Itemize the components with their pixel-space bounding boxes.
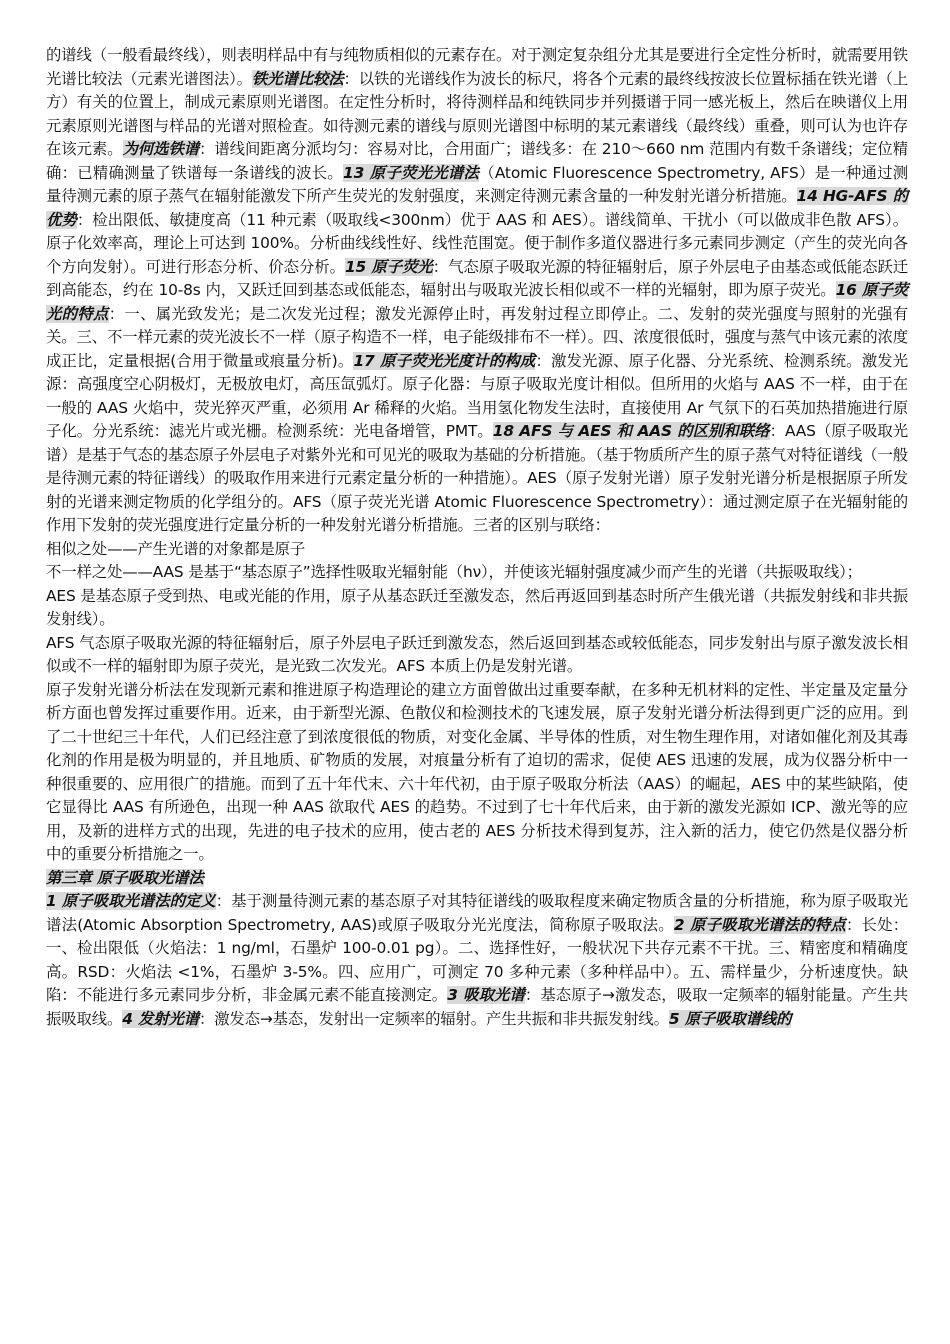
text-run: 的谱线（一般看最终线），则表明样品中有与纯物质相似的元素存在。对于测定复杂组分尤其是要进行全定性分析时，就需要用铁光谱比较法（元素光谱图法）。 [46,46,908,88]
text-run: ：基态原子→激发态，吸取一定频率的辐射能量。产生共振吸取线。 [46,986,908,1028]
text-run: 原子发射光谱分析法在发现新元素和推进原子构造理论的建立方面曾做出过重要奉献，在多种无机材料的定性、半定量及定量分析方面也曾发挥过重要作用。近来，由于新型光源、色散仪和检测技术的飞速发展，原子发射光谱分析法得到更广泛的应用。到了二十世纪三十年代，人们已经注意了到浓度很低的物质，对变化金属、半导体的性质，对生物生理作用，对诸如催化剂及其毒化剂的作用是极为明显的，并且地质、矿物质的发展，对痕量分析有了迫切的需求，促使 AES 迅速的发展，成为仪器分析中一种很重要的、应用很广的措施。而到了五十年代末、六十年代初，由于原子吸取分析法（AAS）的崛起，AES 中的某些缺陷，使它显得比 AAS 有所逊色，出现一种 AAS 欲取代 AES 的趋势。不过到了七十年代后来，由于新的激发光源如 ICP、激光等的应用，及新的进样方式的出现，先进的电子技术的应用，使古老的 AES 分析技术得到复苏，注入新的活力，使它仍然是仪器分析中的重要分析措施之一。 [46,680,908,863]
chapter-heading [46,867,908,891]
text-run: （Atomic Fluorescence Spectrometry, AFS）是一种通过测量待测元素的原子蒸气在辐射能激发下所产生荧光的发射强度，来测定待测元素含量的一种发射光谱分析措施。 [46,163,908,205]
paragraph [46,679,908,867]
paragraph [46,890,908,1031]
text-run: ：基于测量待测元素的基态原子对其特征谱线的吸取程度来确定物质含量的分析措施，称为原子吸取光谱法(Atomic Absorption Spectrometry, AAS)或原子吸取分光光度法，简称原子吸取法。 [46,892,908,934]
paragraph [46,538,908,562]
text-run: ：长处：一、检出限低（火焰法：1 ng/ml，石墨炉 100-0.01 pg）。二、选择性好，一般状况下共存元素不干扰。三、精密度和精确度高。RSD：火焰法 <1%，石墨炉 3-5%。四、应用广，可测定 70 多种元素（多种样品中）。五、需样量少，分析速度快。缺陷：不能进行多元素同步分析，非金属元素不能直接测定。 [46,915,908,1004]
text-run: AES 是基态原子受到热、电或光能的作用，原子从基态跃迁至激发态，然后再返回到基态时所产生俄光谱（共振发射线和非共振发射线）。 [46,586,908,628]
text-run: ：谱线间距离分派均匀：容易对比，合用面广；谱线多：在 210～660 nm 范围内有数千条谱线；定位精确：已精确测量了铁谱每一条谱线的波长。 [46,140,908,182]
text-run: ：以铁的光谱线作为波长的标尺，将各个元素的最终线按波长位置标插在铁光谱（上方）有关的位置上，制成元素原则光谱图。在定性分析时，将待测样品和纯铁同步并列摄谱于同一感光板上，然后在映谱仪上用元素原则光谱图与样品的光谱对照检查。如待测元素的谱线与原则光谱图中标明的某元素谱线（最终线）重叠，则可认为也许存在该元素。 [46,69,909,158]
text-run: ：AAS（原子吸取光谱）是基于气态的基态原子外层电子对紫外光和可见光的吸取为基础的分析措施。（基于物质所产生的原子蒸气对特征谱线（一般是待测元素的特征谱线）的吸取作用来进行元素定量分析的一种措施）。AES（原子发射光谱）原子发射光谱分析是根据原子所发射的光谱来测定物质的化学组分的。AFS（原子荧光光谱 Atomic Fluorescence Spectrometry）：通过测定原子在光辐射能的作用下发射的荧光强度进行定量分析的一种发射光谱分析措施。三者的区别与联络： [46,422,908,534]
paragraph [46,561,908,585]
highlighted-term: 15 原子荧光 [344,257,433,276]
text-run: ：激发态→基态，发射出一定频率的辐射。产生共振和非共振发射线。 [198,1009,669,1028]
highlighted-term: 18 AFS 与 AES 和 AAS 的区别和联络 [492,422,770,440]
text-run: ：检出限低、敏捷度高（11 种元素（吸取线<300nm）优于 AAS 和 AES）。谱线简单、干扰小（可以做成非色散 AFS）。原子化效率高，理论上可达到 100%。分析曲线线性好、线性范围宽。便于制作多道仪器进行多元素同步测定（产生的荧光向各个方向发射）。可进行形态分析、价态分析。 [46,210,908,276]
highlighted-term: 4 发射光谱 [122,1009,199,1028]
document-body [46,44,908,1031]
text-run: 相似之处——产生光谱的对象都是原子 [46,539,306,558]
highlighted-term: 铁光谱比较法 [251,69,344,88]
text-run: 不一样之处——AAS 是基于“基态原子”选择性吸取光辐射能（hν），并使该光辐射强度减少而产生的光谱（共振吸取线）； [46,563,862,581]
text-run: AFS 气态原子吸取光源的特征辐射后，原子外层电子跃迁到激发态，然后返回到基态或较低能态，同步发射出与原子激发波长相似或不一样的辐射即为原子荧光，是光致二次发光。AFS 本质上仍是发射光谱。 [46,633,908,675]
highlighted-term: 1 原子吸取光谱法的定义 [46,892,216,910]
highlighted-term: 14 HG-AFS 的优势 [46,187,908,229]
highlighted-term: 5 原子吸取谱线的 [668,1009,792,1028]
paragraph [46,44,908,538]
highlighted-term: 第三章 原子吸取光谱法 [46,868,204,887]
highlighted-term: 17 原子荧光光度计的构成 [353,351,536,370]
highlighted-term: 为何选铁谱 [122,140,200,158]
text-run: ：一、属光致发光；是二次发光过程；激发光源停止时，再发射过程立即停止。二、发射的荧光强度与照射的光强有关。三、不一样元素的荧光波长不一样（原子构造不一样，电子能级排布不一样）。四、浓度很低时，强度与蒸气中该元素的浓度成正比，定量根据(合用于微量或痕量分析)。 [46,304,908,370]
highlighted-term: 16 原子荧光的特点 [46,281,908,323]
highlighted-term: 2 原子吸取光谱法的特点 [673,915,846,934]
text-run: ：气态原子吸取光源的特征辐射后，原子外层电子由基态或低能态跃迁到高能态，约在 10-8s 内，又跃迁回到基态或低能态，辐射出与吸取光波长相似或不一样的光辐射，即为原子荧光。 [46,257,908,299]
highlighted-term: 3 吸取光谱 [447,986,525,1004]
paragraph [46,632,908,679]
paragraph [46,585,908,632]
highlighted-term: 13 原子荧光光谱法 [343,163,480,182]
text-run: ：激发光源、原子化器、分光系统、检测系统。激发光源：高强度空心阴极灯，无极放电灯，高压氙弧灯。原子化器：与原子吸取光度计相似。但所用的火焰与 AAS 不一样，由于在一般的 AAS 火焰中，荧光猝灭严重，必须用 Ar 稀释的火焰。当用氢化物发生法时，直接使用 Ar 气氛下的石英加热措施进行原子化。分光系统：滤光片或光栅。检测系统：光电备增管，PMT。 [46,351,909,440]
